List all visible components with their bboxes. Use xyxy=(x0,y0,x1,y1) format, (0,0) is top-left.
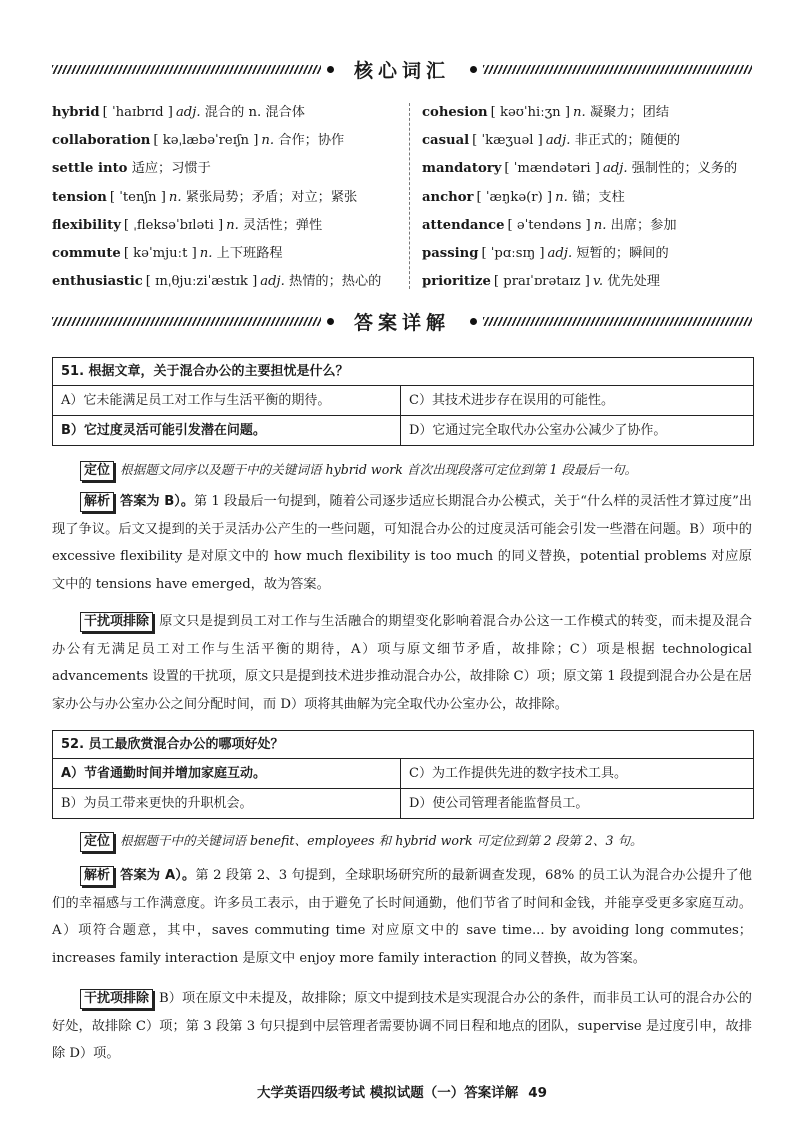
vocab-pos: adj. xyxy=(260,274,285,290)
bullet-dot xyxy=(470,66,477,73)
distractor-text: B）项在原文中未提及，故排除；原文中提到技术是实现混合办公的条件，而非员工认可的混合办公的好处，故排除 C）项；第 3 段第 3 句只提到中层管理者需要协调不同日程和地点的团队，supervise 是过度引申，故排除 D）项。 xyxy=(52,991,752,1061)
vocab-meaning: 优先处理 xyxy=(607,274,660,290)
vocab-meaning: 凝聚力；团结 xyxy=(589,105,670,120)
distractor-tag: 干扰项排除 xyxy=(80,989,153,1009)
vocab-entry xyxy=(422,188,752,216)
vocab-phonetic: [ ˈmændətəri ] xyxy=(504,161,600,177)
vocab-pos: n. xyxy=(199,245,213,261)
vocab-word: tension xyxy=(52,189,107,205)
vocab-pos: adj. xyxy=(175,105,201,120)
analysis-tag: 解析 xyxy=(80,492,114,512)
vocab-phonetic: [ kəˈmjuːt ] xyxy=(123,245,197,261)
vocab-entry xyxy=(52,244,407,272)
question-table-52 xyxy=(52,730,754,819)
vocab-meaning: 灵活性；弹性 xyxy=(243,217,323,233)
vocab-phonetic: [ ˈtenʃn ] xyxy=(109,189,166,205)
vocab-word: collaboration xyxy=(52,133,151,149)
vocab-pos: n. xyxy=(555,189,568,205)
footer-title: 大学英语四级考试 模拟试题（一）答案详解 xyxy=(257,1085,519,1101)
vocab-word: settle into xyxy=(52,161,128,177)
column-divider xyxy=(409,103,410,289)
vocab-pos: n. xyxy=(226,217,239,233)
analysis-tag: 解析 xyxy=(80,866,114,886)
locate-tag: 定位 xyxy=(80,832,114,852)
vocab-meaning: 混合的 n. 混合体 xyxy=(204,105,305,120)
vocab-pos: adj. xyxy=(547,245,573,261)
bullet-dot xyxy=(470,318,477,325)
option-row xyxy=(53,386,753,415)
vocab-meaning: 锚；支柱 xyxy=(571,189,625,205)
vocab-meaning: 热情的；热心的 xyxy=(289,274,382,290)
vocab-phonetic: [ ˈkæʒuəl ] xyxy=(472,133,543,149)
vocab-phonetic: [ kəʊˈhiːʒn ] xyxy=(490,105,570,120)
option-row xyxy=(53,788,753,818)
vocab-entry xyxy=(52,216,407,244)
vocab-entry xyxy=(52,159,407,187)
vocab-pos: n. xyxy=(261,133,275,149)
hatch-decoration xyxy=(483,317,752,326)
vocab-entry xyxy=(422,131,752,159)
distractor-paragraph-52 xyxy=(52,985,752,1068)
vocab-entry xyxy=(52,131,407,159)
option-c: C）其技术进步存在误用的可能性。 xyxy=(409,393,614,408)
question-title: 51. 根据文章，关于混合办公的主要担忧是什么？ xyxy=(53,358,753,386)
vocab-meaning: 紧张局势；矛盾；对立；紧张 xyxy=(185,189,358,205)
analysis-paragraph-52 xyxy=(52,862,752,972)
hatch-decoration xyxy=(52,317,321,326)
vocab-word: attendance xyxy=(422,217,505,233)
option-d: D）它通过完全取代办公室办公减少了协作。 xyxy=(409,423,667,438)
locate-paragraph-51 xyxy=(52,456,752,485)
vocab-word: passing xyxy=(422,245,479,261)
vocab-phonetic: [ ˈpɑːsɪŋ ] xyxy=(481,245,545,261)
vocab-entry xyxy=(422,103,752,131)
vocab-pos: n. xyxy=(168,189,182,205)
locate-tag: 定位 xyxy=(80,461,114,481)
analysis-text: 第 1 段最后一句提到，随着公司逐步适应长期混合办公模式，关于“什么样的灵活性才算过度”出现了争议。后文又提到的关于灵活办公产生的一些问题，可知混合办公的过度灵活可能会引发一些潜在问题。B）项中的 excessive flexibility 是对原文中的 how much flexibility is too much 的同义替换，potential problems 对应原文中的 tensions have emerged，故为答案。 xyxy=(52,494,752,592)
vocab-phonetic: [ ˌfleksəˈbɪləti ] xyxy=(123,217,224,233)
vocab-entry xyxy=(52,272,407,300)
option-c: C）为工作提供先进的数字技术工具。 xyxy=(409,766,627,781)
hatch-decoration xyxy=(483,65,752,74)
distractor-paragraph-51 xyxy=(52,608,752,718)
bullet-dot xyxy=(327,66,334,73)
section-title-answers: 答案详解 xyxy=(354,311,451,334)
answer-lead: 答案为 A）。 xyxy=(120,868,196,883)
answer-lead: 答案为 B）。 xyxy=(120,494,195,509)
vocab-column-right xyxy=(422,103,752,300)
vocab-word: prioritize xyxy=(422,274,491,290)
question-table-51 xyxy=(52,357,754,446)
vocab-entry xyxy=(422,244,752,272)
vocab-word: mandatory xyxy=(422,161,502,177)
section-banner-answers xyxy=(52,308,752,334)
vocab-pos: adj. xyxy=(545,133,571,149)
vocab-meaning: 合作；协作 xyxy=(278,133,345,149)
vocab-phonetic: [ ˈæŋkə(r) ] xyxy=(476,189,553,205)
vocab-column-left xyxy=(52,103,407,300)
vocab-phonetic: [ praɪˈɒrətaɪz ] xyxy=(493,274,590,290)
vocab-word: commute xyxy=(52,245,121,261)
distractor-text: 原文只是提到员工对工作与生活融合的期望变化影响着混合办公这一工作模式的转变，而未提及混合办公有无满足员工对工作与生活平衡的期待，A）项与原文细节矛盾，故排除；C）项是根据 technological advancements 设置的干扰项，原文只是提到技术进步推动混合办公，故排除 C）项；原文第 1 段提到混合办公是在居家办公与办公室办公之间分配时间，而 D）项将其曲解为完全取代办公室办公，故排除。 xyxy=(52,614,752,712)
vocab-phonetic: [ əˈtendəns ] xyxy=(507,217,591,233)
page-footer xyxy=(52,1081,752,1101)
vocab-pos: n. xyxy=(573,105,586,120)
question-title: 52. 员工最欣赏混合办公的哪项好处？ xyxy=(53,731,753,759)
option-b: B）为员工带来更快的升职机会。 xyxy=(53,789,401,818)
vocab-word: hybrid xyxy=(52,105,100,120)
vocab-list xyxy=(52,103,752,293)
vocab-meaning: 非正式的；随便的 xyxy=(574,133,681,149)
vocab-phonetic: [ ˈhaɪbrɪd ] xyxy=(102,105,173,120)
vocab-meaning: 短暂的；瞬间的 xyxy=(576,245,669,261)
option-row xyxy=(53,759,753,788)
vocab-phonetic: [ ɪnˌθjuːziˈæstɪk ] xyxy=(145,274,258,290)
vocab-pos: v. xyxy=(592,274,604,290)
vocab-entry xyxy=(422,216,752,244)
vocab-phonetic: [ kəˌlæbəˈreɪʃn ] xyxy=(153,133,259,149)
option-b-correct: B）它过度灵活可能引发潜在问题。 xyxy=(53,416,401,445)
vocab-entry xyxy=(52,103,407,131)
vocab-entry xyxy=(422,159,752,187)
distractor-tag: 干扰项排除 xyxy=(80,612,153,632)
vocab-pos: adj. xyxy=(602,161,628,177)
vocab-pos: n. xyxy=(593,217,607,233)
option-a-correct: A）节省通勤时间并增加家庭互动。 xyxy=(53,759,401,788)
vocab-word: flexibility xyxy=(52,217,121,233)
analysis-text: 第 2 段第 2、3 句提到，全球职场研究所的最新调查发现，68% 的员工认为混合办公提升了他们的幸福感与工作满意度。许多员工表示，由于避免了长时间通勤，他们节省了时间和金钱，并能享受更多家庭互动。A）项符合题意，其中，saves commuting time 对应原文中的 save time... by avoiding long commutes；increases family interaction 是原文中 enjoy more family interaction 的同义替换，故为答案。 xyxy=(52,868,752,966)
vocab-word: anchor xyxy=(422,189,474,205)
vocab-entry xyxy=(52,188,407,216)
vocab-meaning: 适应；习惯于 xyxy=(131,161,211,177)
vocab-meaning: 上下班路程 xyxy=(216,245,283,261)
option-d: D）使公司管理者能监督员工。 xyxy=(409,796,589,811)
vocab-meaning: 出席；参加 xyxy=(610,217,677,233)
vocab-word: cohesion xyxy=(422,105,488,120)
analysis-paragraph-51 xyxy=(52,488,752,598)
vocab-entry xyxy=(422,272,752,300)
section-title-vocab: 核心词汇 xyxy=(354,59,451,82)
hatch-decoration xyxy=(52,65,321,74)
option-row xyxy=(53,415,753,445)
bullet-dot xyxy=(327,318,334,325)
option-a: A）它未能满足员工对工作与生活平衡的期待。 xyxy=(53,386,401,415)
section-banner-vocab xyxy=(52,56,752,82)
vocab-word: enthusiastic xyxy=(52,274,143,290)
vocab-word: casual xyxy=(422,133,470,149)
page-number: 49 xyxy=(528,1085,547,1101)
locate-text: 根据题干中的关键词语 benefit、employees 和 hybrid work 可定位到第 2 段第 2、3 句。 xyxy=(120,833,643,848)
locate-paragraph-52 xyxy=(52,827,752,856)
locate-text: 根据题文同序以及题干中的关键词语 hybrid work 首次出现段落可定位到第 1 段最后一句。 xyxy=(120,462,638,477)
vocab-meaning: 强制性的；义务的 xyxy=(631,161,738,177)
